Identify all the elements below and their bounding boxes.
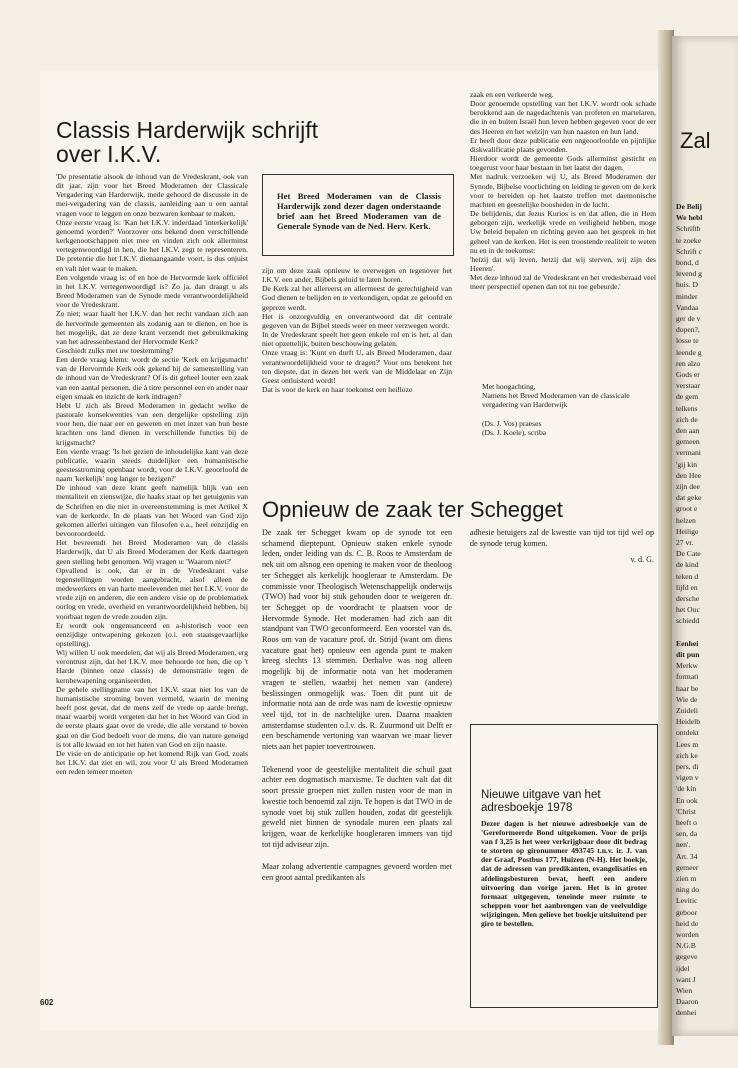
paragraph: Een derde vraag klemt: wordt de sectie 'Kerk en krijgsmacht' van de Hervormde Kerk ook gekend bij de samenstelling van de inhoud van de Vredeskrant? Of is dit geheel louter een zaak van een aantal personen, die à titre personnel een en ander naar eigen smaak en inzicht de kerk indragen? [56,355,248,401]
intro-box [262,174,454,256]
paragraph: De zaak ter Schegget kwam op de synode tot een schamend dieptepunt. Opnieuw staken enkele synode leden, onder leiding van ds. C. B. Roos te Amsterdam de nek uit om alsnog een opening te maken voor de theoloog ter Schegget als kerkelijk hoogleraar te Amsterdam. De commissie voor Theologisch Wetenschappelijk onderwijs (TWO) had voor bij stuk gehouden door te weigeren dr. ter Schegget op de voordracht te plaatsen voor de Hervormde Synode. Het moderamen had zich aan dit standpunt van TWO geconformeerd. Een voorstel van ds. Roos om van de vacature prof. dr. Strijd (want om diens vacature gaat het) opnieuw een agenda punt te maken kreeg slechts 13 stemmen. Derhalve was nog alleen mogelijk bij de informatie nota van het moderamen vragen te stellen, waarbij het nemen van (andere) beslissingen onmogelijk was. Toen dit punt uit de informatie nota aan de orde was nam de kwestie opnieuw veel tijd, tot in de nachtelijke uren. Daarna maakten amsterdamse studenten o.l.v. ds. R. Zuurmond uit Delft er een beschamende vertoning van waarvan we maar liever niets aan het papier toevertrouwen. [262,528,452,752]
facing-page-line: geboor [676,907,698,917]
paragraph: Zo niet; waar haalt het I.K.V. dan het recht vandaan zich aan de hervormde gemeenten als zodanig aan te dienen, en hoe is het mogelijk, dat ze deze krant verzendt met gebruikmaking van het adressenbestand der Hervormde Kerk? [56,309,248,346]
paragraph: adhesie betuigers zal de kwestie van tijd tot tijd wel op de synode terug komen. [470,528,654,548]
facing-page-line: denhei [676,1008,697,1018]
facing-page-line: telkens [676,403,698,413]
schegget-column-2 [470,528,654,588]
article-column-1 [56,172,248,1022]
intro-text: Het Breed Moderamen van de Classis Harderwijk zond dezer dagen onderstaande brief aan het Breed Moderamen van de Generale Synode van de Ned. Herv. Kerk. [277,191,441,231]
article-column-2 [262,266,452,476]
facing-page-line: vigen v [676,773,699,783]
facing-page-line: 'Christ [676,806,696,816]
paragraph: Een vierde vraag: 'Is het gezien de inhoudelijke kant van deze publicatie, waarin steeds duidelijker een humanistische geestesstroming openbaar wordt, voor de I.K.V. geoorloofd de naam 'kerkelijk' nog langer te bezigen?' [56,446,248,484]
paragraph: Er heeft door deze publicatie een ongeoorloofde en pijnlijke diskwalificatie plaats gevonden. [470,135,656,154]
facing-page-line: gemeer [676,862,699,872]
facing-page-line: zich de [676,414,698,424]
facing-page-line: vermani [676,448,701,458]
facing-page-line: ren alzo [676,358,701,368]
facing-page-line: losse te [676,336,699,346]
paragraph: Wij willen U ook meedelen, dat wij als Breed Moderamen, erg verontrust zijn, dat het I.K.V. mee behoorde tot hen, die op 't Harde (binnen onze classis) de demonstratie tegen de kernbewapening organiseerden. [56,648,248,685]
facing-page-line: helzen [676,515,696,525]
notice-box [470,724,658,1008]
left-page [40,70,658,1030]
facing-page-line: Vandaa [676,302,699,312]
paragraph: 'hetzij dat wij leven, hetzij dat wij sterven, wij zijn des Heeren'. [470,254,656,273]
facing-page-line: teken d [676,571,699,581]
facing-page-line: schiedd [676,616,700,626]
facing-page-line: huis. D [676,280,698,290]
article-title-line2: over I.K.V. [56,141,162,167]
signature-block [482,382,652,437]
facing-page-line: 'de kin [676,784,697,794]
facing-page-line: lijfd en [676,582,698,592]
facing-page-line: heeft o [676,818,697,827]
notice-body: Dezer dagen is het nieuwe adresboekje van de 'Gereformeerde Bond uitgekomen. Voor de prijs van f 3,25 is het weer verkrijgbaar door dit bedrag te storten op gironummer 493745 t.n.v. ir. J. van der Graaf, Postbus 177, Huizen (N-H). Het boekje, dat de adressen van predikanten, evangelisaties en afdelingsbesturen bevat, heeft een andere uitvoering dan vorige jaren. Het is in groter formaat uitgegeven, teneinde meer ruimte te scheppen voor het aanbrengen van de veelvuldige wijzigingen. Men gelieve het boekje uitsluitend per giro te bestellen. [481,819,647,929]
facing-page-line: bond, d [676,258,699,267]
paragraph: De Kerk zal het allereerst en allermeest de gerechtigheid van God dienen te belijden en te verkondigen, opdat ze geloofd en gepreze werdt. [262,284,452,312]
facing-page-title: Zal [680,128,711,153]
paragraph: Tekenend voor de geestelijke mentaliteit die schuil gaat achter een dogmatisch marxisme. Te duchten valt dat dit soort pressie groepen niet zullen rusten voor de man in kwestie toch benoemd zal zijn. Te hopen is dat TWO in de synode voet bij stuk zullen houden, zodat dit geestelijk geweld niet binnen de synodale muren een plaats zal krijgen, waar de kerkelijke hoogleraren immers van tijd tot tijd adviseur zijn. [262,764,452,849]
facing-page-line: levend g [676,269,702,279]
facing-page-line: Levitic [676,896,698,906]
article-title [56,118,318,166]
signature-greeting: Met hoogachting, [482,382,536,391]
author: v. d. G. [630,555,654,565]
paragraph: Hebt U zich als Breed Moderamen in gedacht welke de pastorale konsekwenties van een dergelijke opstelling zijn voor hen, die naar eer en geweten en met inzet van hun beste krachten ons land dienen in verschillende functies bij de krijgsmacht? [56,400,248,447]
facing-page-line: 'gij kin [676,459,697,469]
facing-page-line: zijn dee [676,482,700,491]
facing-page-line: 27 vr. [676,538,694,547]
paragraph: Met deze inhoud zal de Vredeskrant en het vredesberaad veel meer perspectief openen dan tot nu toe gebeurde.' [470,273,656,292]
facing-page-line: het Ouc [676,605,700,615]
facing-page-line: minder [676,291,698,301]
facing-page-line: sen, da [676,829,698,839]
facing-page-line: den aan [676,426,700,435]
paragraph: De belijdenis, dat Jezus Kurios is en dat allen, die in Hem geborgen zijn, werkelijk vrede en veiligheid hebben, moge Uw beleid bepalen en richting geven aan het gesprek in het geheel van de kerken. Het is een troostende realiteit te weten nu en in de toekomst: [470,209,656,255]
facing-page-line: den Hee [676,470,702,480]
facing-page-line: dersche [676,594,700,603]
facing-page-line: zien m [676,874,697,883]
facing-page-line: Schriftb [676,224,701,234]
paragraph: zaak en een verkeerde weg. [470,90,554,99]
paragraph: Onze vraag is: 'Kunt en durft U, als Breed Moderamen, daar verantwoordelijkheid voor te dragen?' Voor ons betekent het ten diepste, dat in dezen het werk van de Middelaar en Zijn Geest ontluisterd wordt! [262,348,452,385]
facing-page-line: de gem [676,392,699,402]
facing-page-line: De Cate [676,549,701,559]
facing-page-line: Heilige [676,526,699,536]
facing-page-line: ijdel [676,963,690,973]
facing-page-line: gegeve [676,952,698,962]
paragraph: De gehele stellingname van het I.K.V. staat niet los van de humanistische stroming boven vermeld, waarin de mening heeft post gevat, dat de mens zelf de vrede op aarde brengt, maar waarbij wordt vergeten dat het in het Woord van God in de eerste plaats gaat over de vrede, die alle verstand te boven gaat en die God bedoelt voor de mens, die van nature geneigd is tot alle kwaad en tot het haten van God en zijn naaste. [56,684,248,749]
facing-page-line: ning do [676,885,699,895]
paragraph: zijn om deze zaak opnieuw te overwegen en tegenover het I.K.V. een ander, Bijbels geluid te laten horen. [262,266,452,285]
facing-page-line: Schrift c [676,246,702,256]
facing-page-line: ontdekt [676,728,699,738]
facing-page-line: verstaar [676,381,701,391]
signature-praeses: (Ds. J. Vos) praeses [482,418,542,428]
facing-page-line: Wien [676,986,693,995]
schegget-column-1 [262,528,452,1028]
facing-page-line: Daaron [676,997,699,1007]
facing-page-line: Gods er [676,370,700,379]
paragraph: 'De presentatie alsook de inhoud van de Vredeskrant, ook van dit jaar, zijn voor het Breed Moderamen der Classicale Vergadering van Harderwijk, mede gehoord de discussie in de mei-vergadering van de classis, aanleiding aan u een aantal vragen voor te leggen en onze bezwaren kenbaar te maken. [56,172,248,218]
facing-page-line: En ook [676,795,698,805]
paragraph: De inhoud van deze krant geeft namelijk blijk van een mentaliteit en zienswijze, die haaks staat op het getuigenis van de Schriften en die niet in overeenstemming is met Artikel X van de kerkorde. In de plaats van het Woord van God zijn gekomen allerlei uitingen van filosofen e.a., heel eenzijdig en bevooroordeeld. [56,483,248,539]
facing-page-line: dat geke [676,493,702,503]
facing-page-line: Merkw [676,661,698,671]
schegget-title: Opnieuw de zaak ter Schegget [262,497,563,522]
facing-page-line: leende g [676,347,702,357]
paragraph: Maar zolang advertentie campagnes gevoerd worden met een groot aantal predikanten als [262,862,452,883]
article-column-3 [470,90,656,375]
page-number: 602 [40,998,54,1007]
paragraph: Door genoemde opstelling van het I.K.V. wordt ook schade berokkend aan de nagedachtenis van profeten en martelaren, die in en buiten Israël hun leven hebben gegeven voor de eer des Heeren en het welzijn van hun naasten en hun land. [470,99,656,136]
paragraph: Het bevreemdt het Breed Moderamen van de classis Harderwijk, dat U als Breed Moderamen der Kerk daartegen geen stelling hebt genomen. Wij vragen u: 'Waarom niet?' [56,538,248,566]
paragraph: In de Vredeskrant speelt het geen enkele rol en is het, al dan niet opzettelijk, buiten beschouwing gelaten. [262,330,452,349]
facing-page-line: want J [676,974,696,984]
facing-page-line: worden [676,930,699,939]
paragraph: Met nadruk verzoeken wij U, als Breed Moderamen der Synode, Bijbelse voorlichting en leiding te geven om de kerk voor te bereiden op het laatste treffen met daemonische machten en geestelijke boosheden in de lucht. [470,172,656,209]
facing-page-line: Art. 34 [676,851,698,861]
facing-page-line: nen'. [676,840,691,850]
paragraph: Hierdoor wordt de gemeente Gods allerminst gesticht en toegerust voor haar bestaan in het laatst der dagen. [470,154,656,173]
facing-page-line: ger de v [676,314,701,323]
paragraph: Onze eerste vraag is: 'Kan het I.K.V. inderdaad 'interkerkelijk' genoemd worden?' Voorzover ons bekend doen verschillende kerkgenootschappen niet mee en vinden zich ook allerminst vertegenwoordigd in hen, die het I.K.V. zegt te representeren. De pretentie die het I.K.V. dienaangaande voert, is dus onjuist en valt niet waar te maken. [56,217,248,273]
facing-page-line: haar be [676,683,699,693]
facing-page-line: Lees m [676,739,699,749]
facing-page-line: formati [676,672,699,682]
facing-page-line: te zoeke [676,235,702,245]
facing-page-line: Heidelb [676,717,701,727]
paragraph: Opvallend is ook, dat er in de Vredeskrant valse tegenstellingen worden aangebracht, alsof alleen de medewerkers en van harte meelevenden met het I.K.V. voor de vrede zijn en anderen, die een andere visie op de problematiek oorlog en vrede, overheid en verantwoordelijkheid hebben, bij voorbaat tegen de vrede zouden zijn. [56,565,248,621]
facing-page-line: dopen?, [676,325,700,335]
facing-page-line: Eenhei [676,638,699,648]
facing-page-line: Wie de [676,694,698,704]
facing-page-line: De Belij [676,202,702,211]
facing-page-line: gemeen [676,437,700,447]
article-title-line1: Classis Harderwijk schrijft [56,117,318,143]
facing-page-line: zich ke [676,750,698,760]
facing-page-line: We hebl [676,213,703,223]
signature-line: Namens het Breed Moderamen van de classicale vergadering van Harderwijk [482,391,630,410]
paragraph: Er wordt ook ongenuanceerd en a-historisch voor een eenzijdige ontwapening gekozen (o.i. een staatsgevaarlijke opstelling). [56,620,248,648]
facing-page-line: N.G.B [676,941,696,951]
facing-page-line: heid de [676,918,699,928]
facing-page-line: pers, di [676,762,699,771]
paragraph: Het is onzorgvuldig en onverantwoord dat dit centrale gegeven van de Bijbel steeds weer en meer verzwegen wordt. [262,311,452,330]
paragraph: Geschiedt zulks met uw toestemming? [56,345,174,355]
facing-page-line: groot e [676,504,698,514]
paragraph: De visie en de anticipatie op het komend Rijk van God, zoals het I.K.V. dat ziet en wil, zou voor U als Breed Moderamen een reden temeer moeten [56,748,248,777]
facing-page-line: Zuideli [676,706,698,715]
facing-page-line: de kind [676,560,699,570]
paragraph: Dat is voor de kerk en haar toekomst een heilloze [262,385,413,395]
notice-title: Nieuwe uitgave van het adresboekje 1978 [481,789,601,814]
signature-scriba: (Ds. J. Koele), scriba [482,427,547,437]
facing-page-line: dit pun [676,650,700,659]
paragraph: Een volgende vraag is: of en hoe de Hervormde kerk officiëel in het I.K.V. vertegenwoordigd is? Zo ja, dan draagt u als Breed Moderamen van de Synode mede verantwoordelijkheid voor de Vredeskrant. [56,272,248,310]
facing-page [672,36,738,1036]
